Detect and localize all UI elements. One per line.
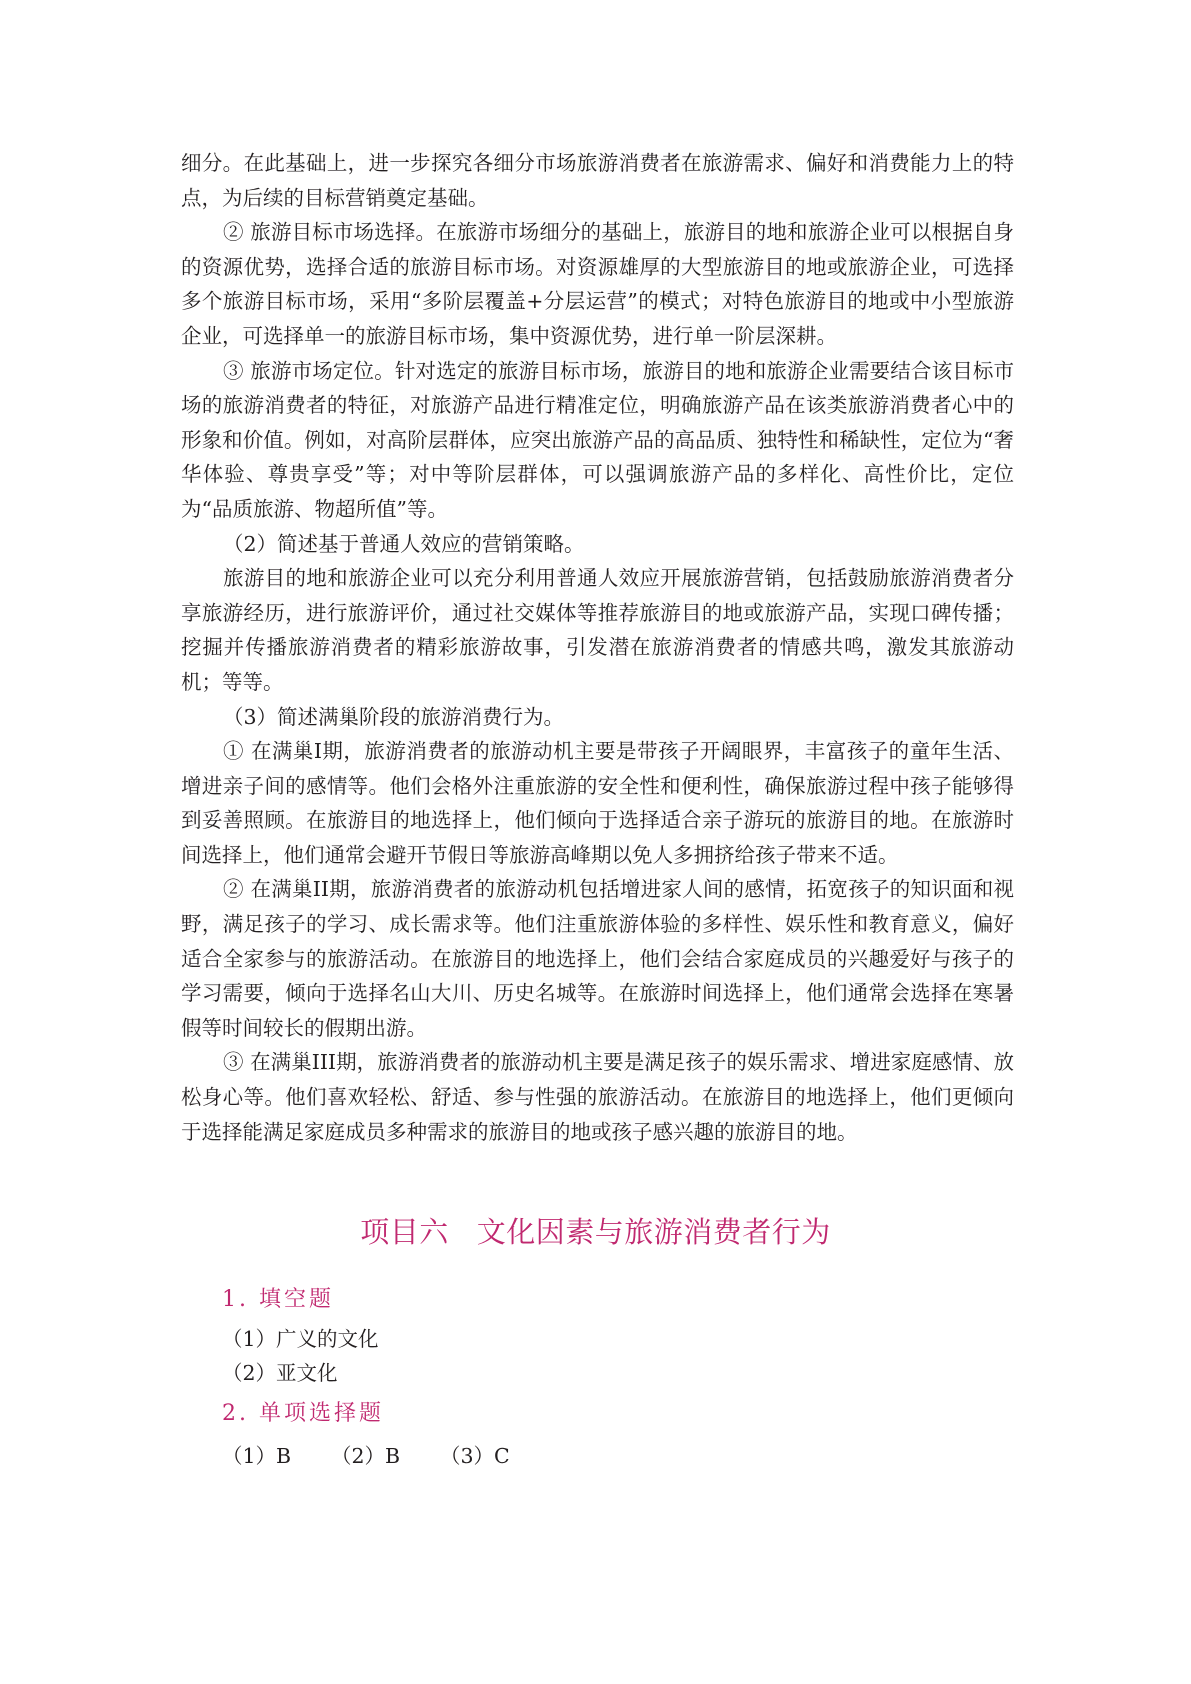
paragraph-full-nest-1: ① 在满巢I期，旅游消费者的旅游动机主要是带孩子开阔眼界，丰富孩子的童年生活、增进亲子间的感情等。他们会格外注重旅游的安全性和便利性，确保旅游过程中孩子能够得到妥善照顾。在旅游目的地选择上，他们倾向于选择适合亲子游玩的旅游目的地。在旅游时间选择上，他们通常会避开节假日等旅游高峰期以免人多拥挤给孩子带来不适。 bbox=[181, 739, 1014, 867]
section-title-fill-in-blank: 1. 填空题 bbox=[222, 1287, 334, 1312]
answer-choice-1: （1）B bbox=[222, 1444, 292, 1468]
paragraph-market-positioning: ③ 旅游市场定位。针对选定的旅游目标市场，旅游目的地和旅游企业需要结合该目标市场的旅游消费者的特征，对旅游产品进行精准定位，明确旅游产品在该类旅游消费者心中的形象和价值。例如，对高阶层群体，应突出旅游产品的高品质、独特性和稀缺性，定位为“奢华体验、尊贵享受”等；对中等阶层群体，可以强调旅游产品的多样化、高性价比，定位为“品质旅游、物超所值”等。 bbox=[181, 358, 1014, 521]
paragraph-full-nest-2: ② 在满巢II期，旅游消费者的旅游动机包括增进家人间的感情，拓宽孩子的知识面和视野，满足孩子的学习、成长需求等。他们注重旅游体验的多样性、娱乐性和教育意义，偏好适合全家参与的旅游活动。在旅游目的地选择上，他们会结合家庭成员的兴趣爱好与孩子的学习需要，倾向于选择名山大川、历史名城等。在旅游时间选择上，他们通常会选择在寒暑假等时间较长的假期出游。 bbox=[181, 877, 1014, 1040]
paragraph-segmentation-end: 细分。在此基础上，进一步探究各细分市场旅游消费者在旅游需求、偏好和消费能力上的特点，为后续的目标营销奠定基础。 bbox=[181, 151, 1014, 210]
question-3: （3）简述满巢阶段的旅游消费行为。 bbox=[223, 704, 565, 729]
answer-choice-2: （2）B bbox=[331, 1444, 401, 1468]
question-2: （2）简述基于普通人效应的营销策略。 bbox=[223, 531, 585, 556]
section-title-single-choice: 2. 单项选择题 bbox=[222, 1401, 384, 1426]
paragraph-full-nest-3: ③ 在满巢III期，旅游消费者的旅游动机主要是满足孩子的娱乐需求、增进家庭感情、放松身心等。他们喜欢轻松、舒适、参与性强的旅游活动。在旅游目的地选择上，他们更倾向于选择能满足家庭成员多种需求的旅游目的地或孩子感兴趣的旅游目的地。 bbox=[181, 1050, 1014, 1144]
answer-section bbox=[222, 1278, 1002, 1476]
answer-fill-2: （2）亚文化 bbox=[222, 1361, 338, 1385]
answer-choice-3: （3）C bbox=[440, 1444, 510, 1468]
paragraph-target-market-selection: ② 旅游目标市场选择。在旅游市场细分的基础上，旅游目的地和旅游企业可以根据自身的资源优势，选择合适的旅游目标市场。对资源雄厚的大型旅游目的地或旅游企业，可选择多个旅游目标市场，采用“多阶层覆盖+分层运营”的模式；对特色旅游目的地或中小型旅游企业，可选择单一的旅游目标市场，集中资源优势，进行单一阶层深耕。 bbox=[181, 220, 1014, 348]
paragraph-ordinary-person-effect: 旅游目的地和旅游企业可以充分利用普通人效应开展旅游营销，包括鼓励旅游消费者分享旅游经历，进行旅游评价，通过社交媒体等推荐旅游目的地或旅游产品，实现口碑传播；挖掘并传播旅游消费者的精彩旅游故事，引发潜在旅游消费者的情感共鸣，激发其旅游动机；等等。 bbox=[181, 566, 1014, 694]
body-text bbox=[181, 146, 1014, 1149]
project-number: 项目六 bbox=[360, 1215, 449, 1249]
answer-fill-1: （1）广义的文化 bbox=[222, 1327, 379, 1351]
project-heading bbox=[0, 1210, 1191, 1251]
project-title: 文化因素与旅游消费者行为 bbox=[476, 1215, 831, 1249]
single-choice-answers bbox=[222, 1436, 1002, 1476]
